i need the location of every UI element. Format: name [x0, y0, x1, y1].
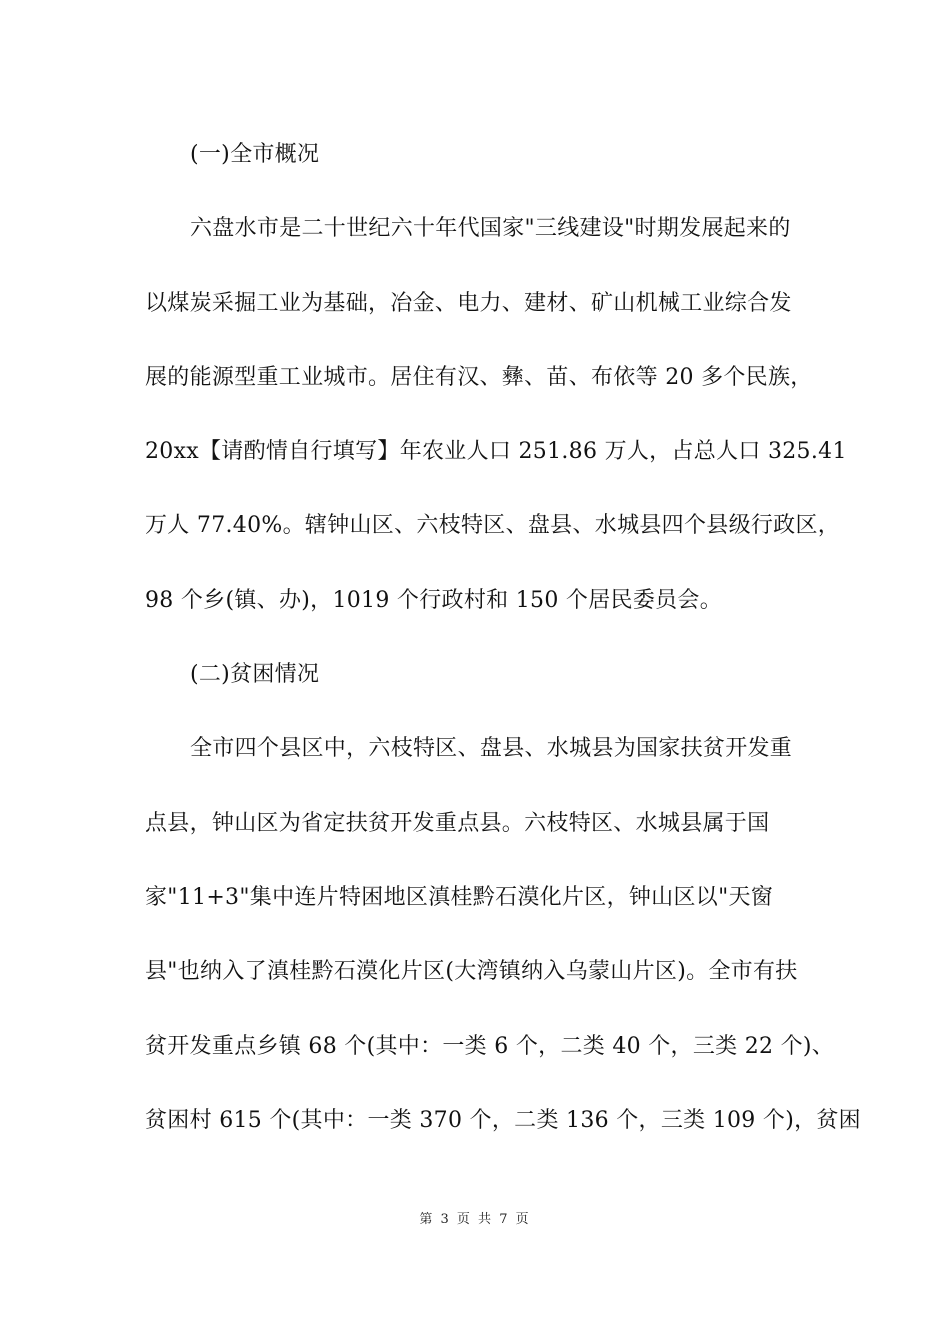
paragraph-line: 六盘水市是二十世纪六十年代国家"三线建设"时期发展起来的 [190, 216, 791, 242]
paragraph-line: 点县，钟山区为省定扶贫开发重点县。六枝特区、水城县属于国 [145, 810, 770, 836]
paragraph-line: 20xx【请酌情自行填写】年农业人口 251.86 万人，占总人口 325.41 [145, 439, 847, 465]
paragraph-line: 贫困村 615 个(其中：一类 370 个，二类 136 个，三类 109 个)，贫困 [145, 1107, 861, 1133]
paragraph-line: 贫开发重点乡镇 68 个(其中：一类 6 个，二类 40 个，三类 22 个)、 [145, 1033, 835, 1059]
page-number-footer: 第 3 页 共 7 页 [419, 1212, 531, 1227]
paragraph-line: 98 个乡(镇、办)，1019 个行政村和 150 个居民委员会。 [145, 587, 723, 613]
document-body [145, 133, 861, 1173]
paragraph-line: 展的能源型重工业城市。居住有汉、彝、苗、布依等 20 多个民族， [145, 364, 813, 390]
heading-poverty-situation: (二)贫困情况 [190, 662, 320, 688]
paragraph-line: 县"也纳入了滇桂黔石漠化片区(大湾镇纳入乌蒙山片区)。全市有扶 [145, 959, 798, 985]
paragraph-line: 万人 77.40%。辖钟山区、六枝特区、盘县、水城县四个县级行政区， [145, 513, 841, 539]
paragraph-line: 家"11+3"集中连片特困地区滇桂黔石漠化片区，钟山区以"天窗 [145, 884, 774, 910]
paragraph-line: 以煤炭采掘工业为基础，冶金、电力、建材、矿山机械工业综合发 [145, 290, 792, 316]
paragraph-line: 全市四个县区中，六枝特区、盘县、水城县为国家扶贫开发重 [190, 736, 793, 762]
heading-city-overview: (一)全市概况 [190, 142, 320, 167]
